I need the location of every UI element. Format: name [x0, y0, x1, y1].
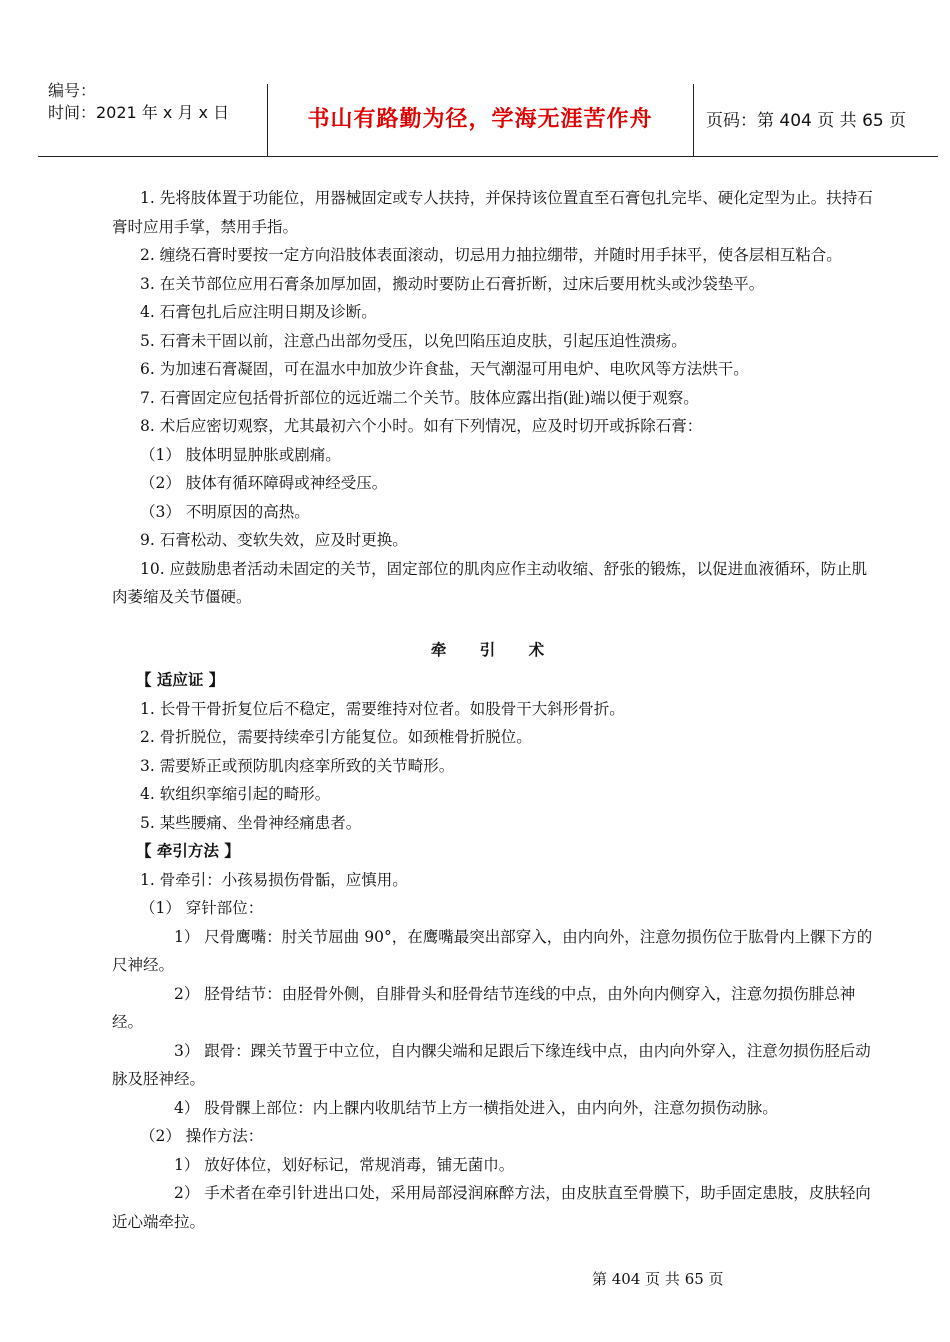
- page-footer: 第 404 页 共 65 页: [592, 1270, 724, 1288]
- list-item: 2） 胫骨结节：由胫骨外侧，自腓骨头和胫骨结节连线的中点，由外向内侧穿入，注意勿损伤腓总神经。: [112, 984, 856, 1031]
- method-heading: 【 牵引方法 】: [136, 842, 240, 860]
- list-item: 1. 长骨干骨折复位后不稳定，需要维持对位者。如股骨干大斜形骨折。: [140, 699, 625, 718]
- number-label: 编号：: [48, 81, 97, 100]
- header-divider: [693, 84, 694, 156]
- header-page-info: 页码：第 404 页 共 65 页: [706, 111, 907, 131]
- header-meta: [48, 80, 229, 124]
- sub-item: （3） 不明原因的高热。: [140, 502, 310, 521]
- sub-heading: （1） 穿针部位：: [140, 899, 264, 917]
- paragraph: 6. 为加速石膏凝固，可在温水中加放少许食盐，天气潮湿可用电炉、电吹风等方法烘干。: [140, 360, 749, 378]
- paragraph: 4. 石膏包扎后应注明日期及诊断。: [140, 303, 377, 321]
- paragraph: 1. 骨牵引：小孩易损伤骨骺，应慎用。: [140, 870, 408, 889]
- list-item: 1） 尺骨鹰嘴：肘关节屈曲 90°，在鹰嘴最突出部穿入，由内向外，注意勿损伤位于肱骨内上髁下方的尺神经。: [112, 927, 873, 974]
- paragraph: 3. 在关节部位应用石膏条加厚加固，搬动时要防止石膏折断，过床后要用枕头或沙袋垫平。: [140, 274, 765, 293]
- list-item: 4） 股骨髁上部位：内上髁内收肌结节上方一横指处进入，由内向外，注意勿损伤动脉。: [174, 1098, 778, 1117]
- paragraph: 10. 应鼓励患者活动未固定的关节，固定部位的肌肉应作主动收缩、舒张的锻炼，以促进血液循环，防止肌肉萎缩及关节僵硬。: [112, 559, 868, 606]
- paragraph: 7. 石膏固定应包括骨折部位的远近端二个关节。肢体应露出指(趾)端以便于观察。: [140, 388, 699, 407]
- list-item: 2） 手术者在牵引针进出口处，采用局部浸润麻醉方法，由皮肤直至骨膜下，助手固定患肢，皮肤轻向近心端牵拉。: [112, 1184, 871, 1231]
- list-item: 3. 需要矫正或预防肌肉痉挛所致的关节畸形。: [140, 756, 455, 775]
- list-item: 3） 跟骨：踝关节置于中立位，自内髁尖端和足跟后下缘连线中点，由内向外穿入，注意勿损伤胫后动脉及胫神经。: [112, 1041, 871, 1088]
- indications-heading: 【 适应证 】: [136, 671, 225, 689]
- paragraph: 1. 先将肢体置于功能位，用器械固定或专人扶持，并保持该位置直至石膏包扎完毕、硬化定型为止。扶持石膏时应用手掌，禁用手指。: [112, 189, 873, 236]
- sub-heading: （2） 操作方法：: [140, 1127, 264, 1145]
- document-body: [112, 184, 877, 1236]
- paragraph: 8. 术后应密切观察，尤其最初六个小时。如有下列情况，应及时切开或拆除石膏：: [140, 417, 703, 435]
- sub-item: （2） 肢体有循环障碍或神经受压。: [140, 474, 388, 492]
- section-title: 牵 引 术: [430, 639, 559, 659]
- paragraph: 2. 缠绕石膏时要按一定方向沿肢体表面滚动，切忌用力抽拉绷带，并随时用手抹平，使各层相互粘合。: [140, 246, 842, 264]
- paragraph: 5. 石膏未干固以前，注意凸出部勿受压，以免凹陷压迫皮肤，引起压迫性溃疡。: [140, 331, 687, 350]
- header-motto: 书山有路勤为径，学海无涯苦作舟: [307, 107, 653, 132]
- list-item: 2. 骨折脱位，需要持续牵引方能复位。如颈椎骨折脱位。: [140, 728, 532, 746]
- time-line: 时间：2021 年 x 月 x 日: [48, 103, 230, 122]
- page-header: [38, 72, 938, 157]
- paragraph: 9. 石膏松动、变软失效，应及时更换。: [140, 531, 408, 549]
- sub-item: （1） 肢体明显肿胀或剧痛。: [140, 445, 341, 464]
- list-item: 4. 软组织挛缩引起的畸形。: [140, 785, 331, 803]
- list-item: 5. 某些腰痛、坐骨神经痛患者。: [140, 813, 362, 832]
- list-item: 1） 放好体位，划好标记，常规消毒，铺无菌巾。: [174, 1155, 515, 1174]
